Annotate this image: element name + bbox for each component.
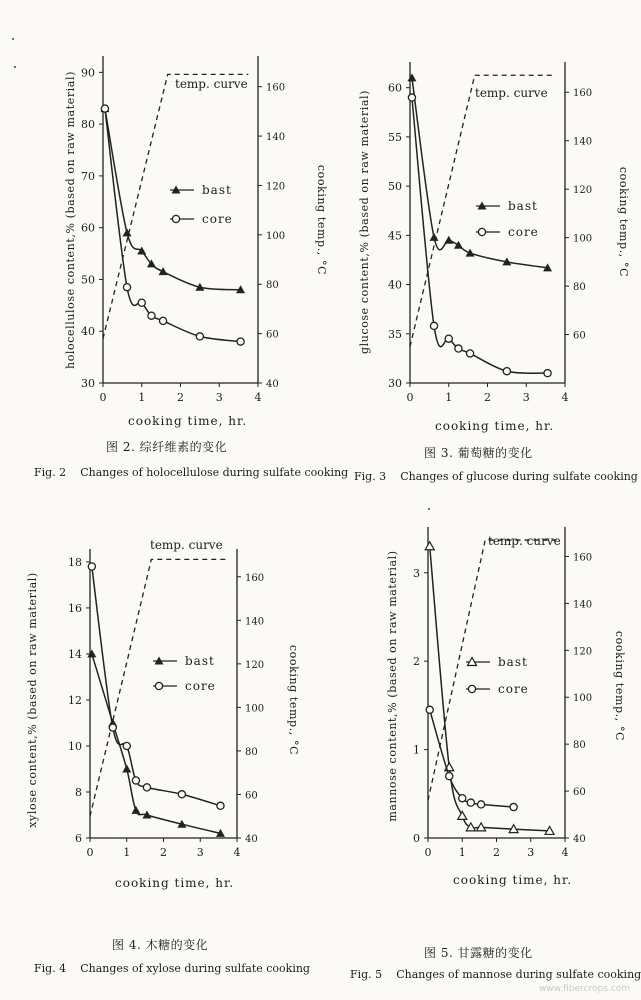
y-tick-label-right: 160: [573, 88, 593, 100]
y-tick-label-left: 40: [81, 325, 95, 339]
data-point-bast: [430, 233, 439, 241]
temp-curve-label: temp. curve: [475, 86, 548, 100]
caption-text-fig2: Changes of holocellulose during sulfate cooking: [80, 466, 349, 479]
data-point-bast: [458, 811, 467, 819]
y-tick-label-right: 140: [573, 599, 593, 611]
y-tick-label-left: 1: [413, 743, 420, 757]
y-tick-label-left: 12: [68, 693, 82, 707]
caption-en-fig5: [350, 968, 641, 981]
y-tick-label-right: 40: [245, 834, 258, 845]
y-tick-label-right: 80: [266, 280, 279, 292]
caption-cn-fig5: 图 5. 甘露糖的变化: [424, 946, 533, 960]
data-point-core: [123, 742, 130, 749]
y-tick-label-left: 80: [81, 118, 95, 132]
data-point-bast: [454, 241, 463, 249]
y-tick-label-left: 45: [388, 229, 402, 243]
y-tick-label-right: 80: [573, 740, 586, 752]
x-tick-label: 4: [561, 846, 569, 859]
x-tick-label: 1: [458, 846, 466, 859]
data-point-bast: [425, 542, 434, 550]
data-point-bast: [131, 806, 140, 814]
chart-svg-xylose: [0, 500, 320, 900]
y-tick-label-left: 60: [81, 221, 95, 235]
caption-text-fig3: Changes of glucose during sulfate cooking: [400, 470, 638, 483]
caption-en-fig3: [354, 470, 638, 483]
y-tick-label-right: 40: [573, 834, 586, 845]
y-tick-label-right: 140: [573, 136, 593, 148]
data-point-core: [143, 784, 150, 791]
data-point-core: [430, 322, 437, 329]
y-tick-label-right: 60: [573, 330, 586, 342]
y-tick-label-left: 8: [75, 785, 82, 799]
x-tick-label: 3: [522, 391, 530, 404]
legend-marker-core: [478, 228, 485, 235]
legend-marker-core: [172, 215, 179, 222]
x-axis-label: cooking time, hr.: [128, 414, 248, 428]
y-tick-label-right: 100: [245, 703, 265, 715]
chart-panel-holocellulose: [0, 0, 349, 490]
y-tick-label-right: 140: [245, 616, 265, 628]
legend-label-core: core: [508, 225, 539, 239]
data-point-core: [196, 333, 203, 340]
data-point-core: [544, 370, 551, 377]
caption-num-fig4: Fig. 4: [34, 962, 67, 975]
y-tick-label-left: 18: [68, 555, 82, 569]
scan-speck: [14, 66, 16, 68]
legend-label-core: core: [498, 682, 529, 696]
data-point-bast: [407, 73, 416, 81]
x-tick-label: 0: [406, 391, 414, 404]
temp-curve-label: temp. curve: [175, 77, 248, 91]
data-point-core: [88, 563, 95, 570]
data-point-core: [426, 706, 433, 713]
data-point-core: [217, 802, 224, 809]
y-tick-label-left: 90: [81, 66, 95, 80]
temp-curve-label: temp. curve: [150, 538, 223, 552]
data-point-core: [459, 795, 466, 802]
caption-num-fig3: Fig. 3: [354, 470, 387, 483]
y-tick-label-right: 120: [266, 181, 286, 193]
y-axis-label-right: cooking temp., °C: [315, 164, 328, 276]
y-tick-label-left: 14: [68, 647, 82, 661]
legend-marker-core: [468, 685, 475, 692]
data-point-core: [101, 105, 108, 112]
data-point-core: [445, 335, 452, 342]
x-tick-label: 4: [561, 391, 569, 404]
caption-text-fig5: Changes of mannose during sulfate cooking: [396, 968, 641, 981]
data-point-core: [148, 312, 155, 319]
temp-curve-line: [428, 540, 556, 800]
data-point-core: [408, 94, 415, 101]
watermark: www.fibercrops.com: [539, 984, 630, 994]
data-point-core: [455, 345, 462, 352]
data-point-core: [467, 799, 474, 806]
data-point-core: [466, 350, 473, 357]
data-point-bast: [159, 267, 168, 275]
temp-curve-label: temp. curve: [488, 534, 561, 548]
data-point-core: [109, 724, 116, 731]
scan-speck: [428, 508, 430, 510]
x-tick-label: 0: [86, 846, 94, 859]
y-tick-label-right: 120: [573, 185, 593, 197]
series-line-bast: [105, 109, 241, 290]
data-point-bast: [444, 236, 453, 244]
y-tick-label-right: 160: [266, 82, 286, 94]
chart-svg-glucose: [320, 0, 640, 433]
y-tick-label-right: 60: [266, 329, 279, 341]
data-point-bast: [122, 764, 131, 772]
y-tick-label-right: 60: [573, 787, 586, 799]
y-tick-label-left: 2: [413, 655, 420, 669]
chart-svg-mannose: [320, 500, 640, 900]
y-axis-label-left: glucose content,% (based on raw material): [358, 89, 371, 355]
legend-label-core: core: [202, 212, 233, 226]
y-tick-label-left: 3: [413, 566, 420, 580]
caption-cn-fig3: 图 3. 葡萄糖的变化: [424, 446, 533, 460]
y-tick-label-right: 140: [266, 132, 286, 144]
caption-text-fig4: Changes of xylose during sulfate cooking: [80, 962, 310, 975]
y-axis-label-right: cooking temp., °C: [617, 166, 630, 278]
data-point-core: [178, 791, 185, 798]
y-axis-label-right: cooking temp., °C: [613, 630, 626, 742]
y-tick-label-right: 100: [573, 693, 593, 705]
y-tick-label-left: 0: [413, 832, 420, 845]
y-tick-label-right: 60: [245, 790, 258, 802]
x-tick-label: 2: [484, 391, 491, 404]
x-tick-label: 3: [215, 391, 223, 404]
data-point-bast: [137, 246, 146, 254]
x-tick-label: 3: [527, 846, 535, 859]
x-tick-label: 1: [445, 391, 453, 404]
y-tick-label-right: 40: [266, 379, 279, 390]
x-axis-label: cooking time, hr.: [115, 876, 235, 890]
legend-marker-core: [155, 682, 162, 689]
x-tick-label: 4: [233, 846, 241, 859]
y-axis-label-right: cooking temp., °C: [287, 644, 300, 756]
legend-label-bast: bast: [185, 654, 215, 668]
y-tick-label-right: 80: [245, 746, 258, 758]
x-tick-label: 2: [160, 846, 167, 859]
x-tick-label: 2: [177, 391, 184, 404]
caption-cn-fig4: 图 4. 木糖的变化: [112, 938, 209, 952]
data-point-core: [159, 317, 166, 324]
x-axis-label: cooking time, hr.: [435, 419, 555, 433]
caption-num-fig5: Fig. 5: [350, 968, 383, 981]
data-point-core: [477, 801, 484, 808]
legend-label-core: core: [185, 679, 216, 693]
chart-panel-glucose: [320, 0, 640, 490]
caption-en-fig2: [34, 466, 348, 479]
chart-svg-holocellulose: [0, 0, 328, 428]
y-axis-label-left: holocellulose content,% (based on raw material): [64, 71, 77, 369]
x-tick-label: 4: [254, 391, 262, 404]
y-tick-label-right: 160: [245, 572, 265, 584]
y-tick-label-left: 30: [81, 377, 95, 390]
y-tick-label-left: 30: [388, 377, 402, 390]
y-tick-label-right: 100: [266, 230, 286, 242]
y-tick-label-left: 35: [388, 327, 402, 341]
data-point-core: [237, 338, 244, 345]
y-tick-label-right: 120: [245, 659, 265, 671]
y-tick-label-left: 6: [75, 832, 82, 845]
data-point-core: [446, 773, 453, 780]
x-tick-label: 3: [196, 846, 204, 859]
data-point-core: [503, 368, 510, 375]
data-point-core: [123, 284, 130, 291]
data-point-bast: [466, 823, 475, 831]
legend-label-bast: bast: [202, 183, 232, 197]
x-tick-label: 1: [123, 846, 131, 859]
y-tick-label-left: 40: [388, 278, 402, 292]
y-tick-label-right: 80: [573, 282, 586, 294]
y-axis-label-left: xylose content,% (based on raw material): [26, 572, 39, 828]
x-tick-label: 2: [493, 846, 500, 859]
y-tick-label-left: 50: [388, 180, 402, 194]
y-tick-label-right: 120: [573, 646, 593, 658]
y-axis-label-left: mannose content,% (based on raw material): [386, 550, 399, 822]
y-tick-label-left: 60: [388, 81, 402, 95]
x-tick-label: 1: [138, 391, 146, 404]
y-tick-label-right: 100: [573, 233, 593, 245]
data-point-core: [132, 777, 139, 784]
data-point-core: [510, 803, 517, 810]
legend-label-bast: bast: [508, 199, 538, 213]
chart-panel-xylose: [0, 500, 320, 1000]
x-axis-label: cooking time, hr.: [453, 873, 573, 887]
y-tick-label-left: 70: [81, 169, 95, 183]
x-tick-label: 0: [99, 391, 107, 404]
x-tick-label: 0: [424, 846, 432, 859]
data-point-bast: [87, 649, 96, 657]
scan-speck: [12, 38, 14, 40]
y-tick-label-left: 55: [388, 130, 402, 144]
chart-panel-mannose: [320, 500, 640, 1000]
y-tick-label-left: 50: [81, 273, 95, 287]
caption-num-fig2: Fig. 2: [34, 466, 67, 479]
y-tick-label-right: 160: [573, 552, 593, 564]
legend-label-bast: bast: [498, 655, 528, 669]
data-point-core: [138, 299, 145, 306]
y-tick-label-left: 16: [68, 601, 82, 615]
series-line-core: [430, 710, 514, 807]
y-tick-label-left: 10: [68, 739, 82, 753]
caption-cn-fig2: 图 2. 综纤维素的变化: [106, 440, 228, 454]
caption-en-fig4: [34, 962, 310, 975]
temp-curve-line: [103, 74, 248, 338]
